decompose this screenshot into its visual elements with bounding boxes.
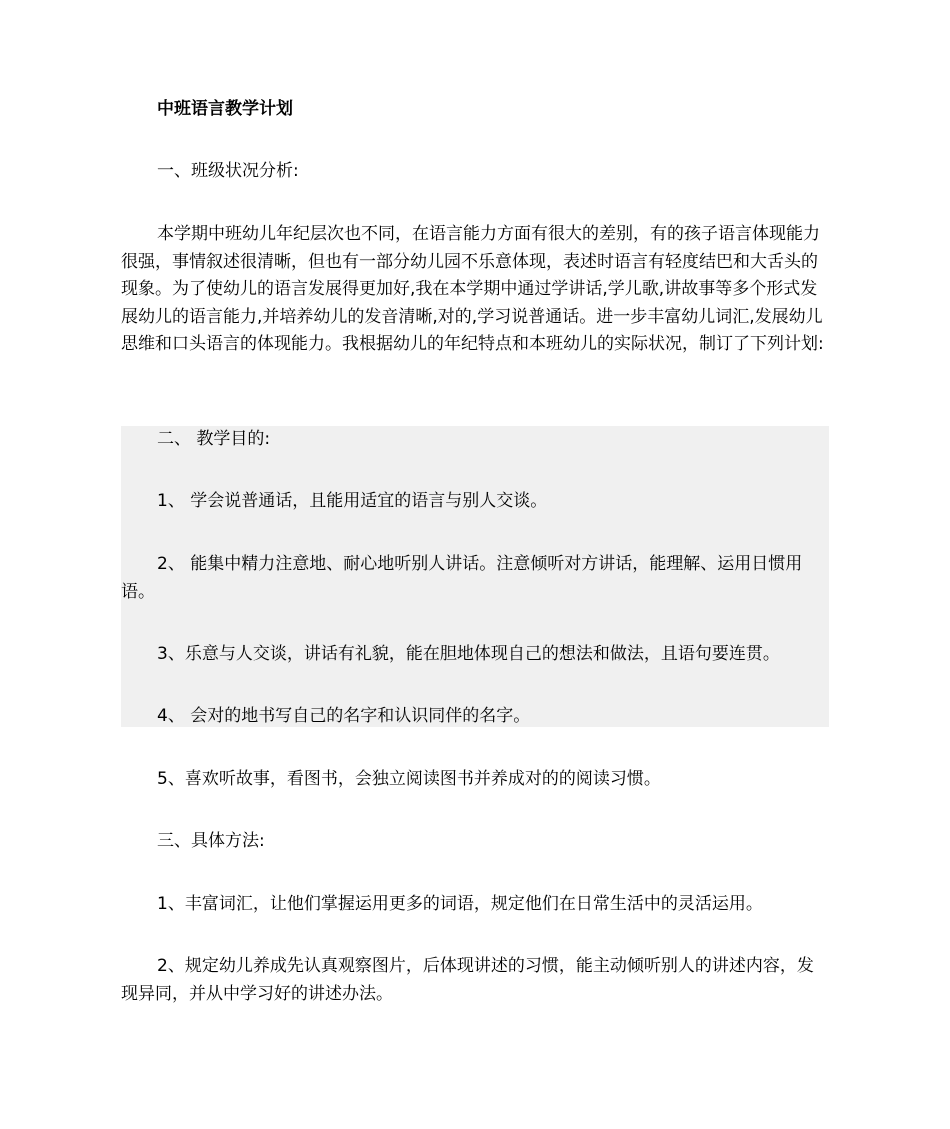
goal-item: 3、乐意与人交谈，讲话有礼貌，能在胆地体现自己的想法和做法，且语句要连贯。 bbox=[157, 644, 780, 664]
method-item: 1、丰富词汇，让他们掌握运用更多的词语，规定他们在日常生活中的灵活运用。 bbox=[157, 894, 763, 914]
section-1-body: 本学期中班幼儿年纪层次也不同，在语言能力方面有很大的差别，有的孩子语言体现能力很强，事情叙述很清晰，但也有一部分幼儿园不乐意体现，表述时语言有轻度结巴和大舌头的现象。为了使幼儿的语言发展得更加好,我在本学期中通过学讲话,学儿歌,讲故事等多个形式发展幼儿的语言能力,并培养幼儿的发音清晰,对的,学习说普通话。进一步丰富幼儿词汇,发展幼儿思维和口头语言的体现能力。我根据幼儿的年纪特点和本班幼儿的实际状况，制订了下列计划: bbox=[121, 224, 824, 354]
section-2-heading: 二、 教学目的: bbox=[157, 429, 271, 449]
goal-item: 1、 学会说普通话，且能用适宜的语言与别人交谈。 bbox=[157, 491, 548, 511]
goal-item: 4、 会对的地书写自己的名字和认识同伴的名字。 bbox=[157, 706, 531, 726]
document-title: 中班语言教学计划 bbox=[157, 99, 293, 119]
goal-item: 5、喜欢听故事，看图书，会独立阅读图书并养成对的的阅读习惯。 bbox=[157, 769, 661, 789]
method-item: 2、规定幼儿养成先认真观察图片，后体现讲述的习惯，能主动倾听别人的讲述内容，发现异同，并从中学习好的讲述办法。 bbox=[121, 956, 814, 1004]
section-1-heading: 一、班级状况分析: bbox=[157, 161, 299, 181]
section-3-heading: 三、具体方法: bbox=[157, 831, 265, 851]
goal-item: 2、 能集中精力注意地、耐心地听别人讲话。注意倾听对方讲话，能理解、运用日惯用语。 bbox=[121, 554, 803, 602]
